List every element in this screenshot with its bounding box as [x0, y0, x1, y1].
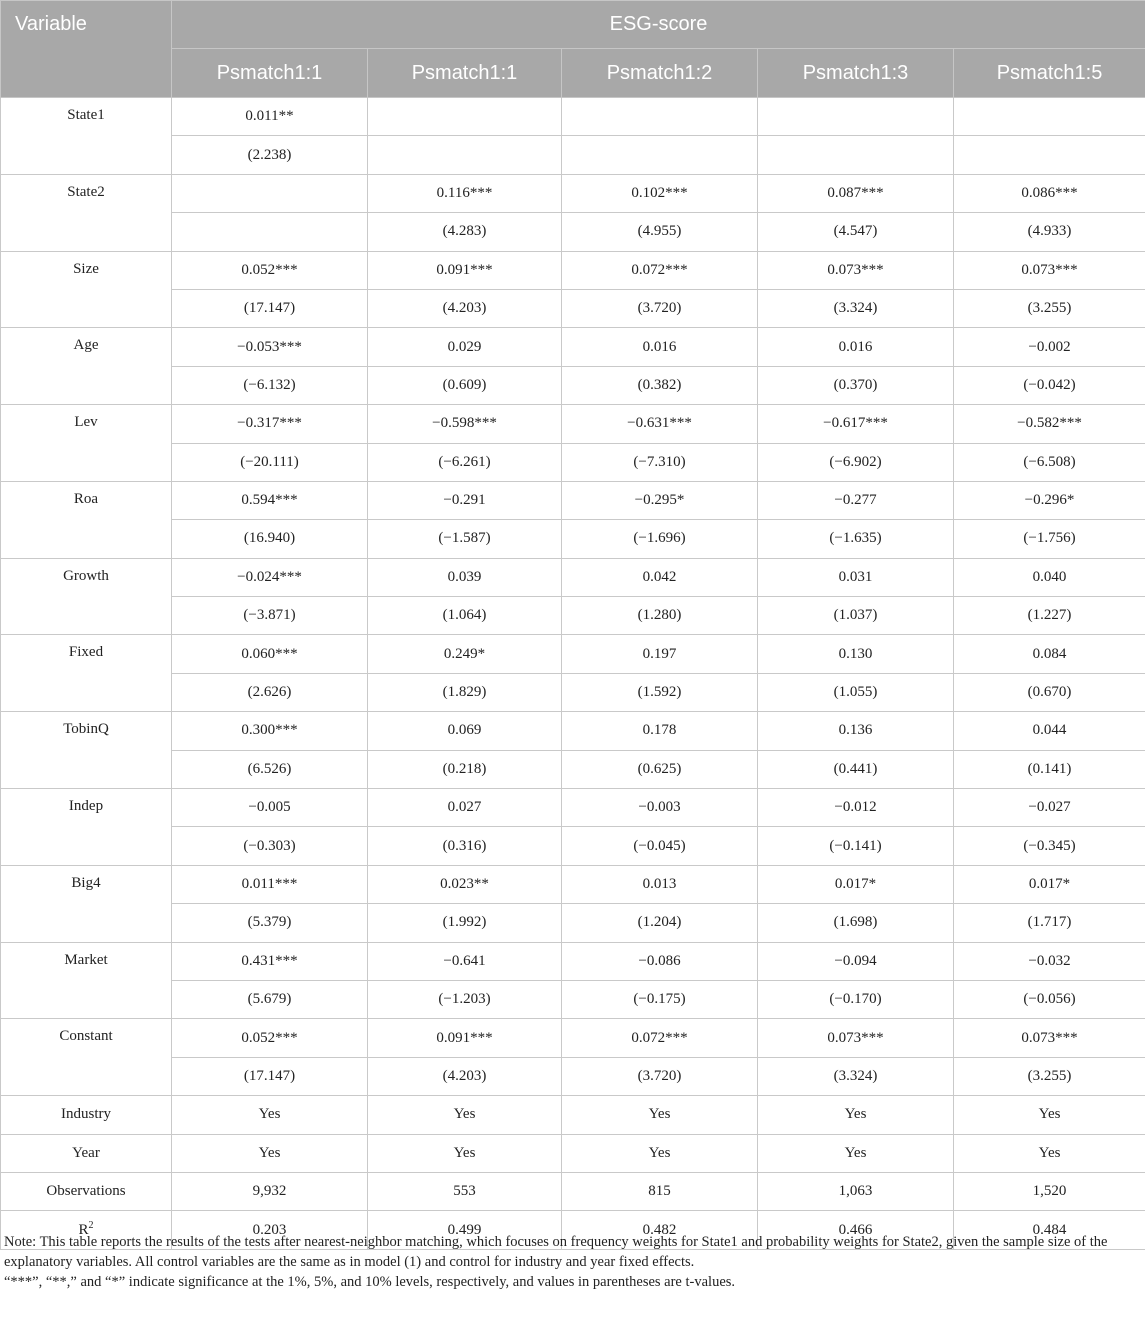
- t-value-cell: (17.147): [172, 289, 368, 327]
- t-value-cell: (−0.170): [758, 980, 954, 1018]
- row-label: Fixed: [1, 635, 172, 712]
- column-header: Psmatch1:3: [758, 49, 954, 98]
- coef-cell: 0.044: [954, 712, 1145, 750]
- table-row: [1, 481, 1145, 519]
- row-label: Size: [1, 251, 172, 328]
- table-row: [1, 174, 1145, 212]
- coef-cell: −0.032: [954, 942, 1145, 980]
- t-value-cell: (1.992): [368, 904, 562, 942]
- t-value-cell: (−6.132): [172, 366, 368, 404]
- value-cell: Yes: [758, 1134, 954, 1172]
- esg-score-header: ESG-score: [172, 1, 1145, 49]
- value-cell: Yes: [368, 1134, 562, 1172]
- t-value-cell: (−1.203): [368, 980, 562, 1018]
- coef-cell: 0.011***: [172, 865, 368, 903]
- t-value-cell: (−1.635): [758, 520, 954, 558]
- table-row: [1, 597, 1145, 635]
- t-value-cell: (−0.175): [562, 980, 758, 1018]
- t-value-cell: (−1.696): [562, 520, 758, 558]
- t-value-cell: (4.283): [368, 213, 562, 251]
- t-value-cell: (4.203): [368, 1057, 562, 1095]
- t-value-cell: (3.720): [562, 289, 758, 327]
- t-value-cell: (4.955): [562, 213, 758, 251]
- t-value-cell: (2.626): [172, 673, 368, 711]
- table-row: [1, 328, 1145, 366]
- value-cell: 553: [368, 1172, 562, 1210]
- coef-cell: −0.005: [172, 789, 368, 827]
- table-row: [1, 213, 1145, 251]
- t-value-cell: (1.717): [954, 904, 1145, 942]
- coef-cell: [954, 98, 1145, 136]
- t-value-cell: (−0.056): [954, 980, 1145, 1018]
- table-row: [1, 673, 1145, 711]
- table-row: [1, 789, 1145, 827]
- t-value-cell: (1.698): [758, 904, 954, 942]
- t-value-cell: (0.609): [368, 366, 562, 404]
- t-value-cell: (1.829): [368, 673, 562, 711]
- table-row: [1, 865, 1145, 903]
- coef-cell: −0.002: [954, 328, 1145, 366]
- row-label-text: Industry: [61, 1106, 111, 1123]
- coef-cell: 0.087***: [758, 174, 954, 212]
- coef-cell: [758, 98, 954, 136]
- t-value-cell: (1.055): [758, 673, 954, 711]
- row-label: [1, 1096, 172, 1134]
- t-value-cell: (0.316): [368, 827, 562, 865]
- coef-cell: −0.094: [758, 942, 954, 980]
- table-row: [1, 904, 1145, 942]
- coef-cell: 0.031: [758, 558, 954, 596]
- coef-cell: 0.016: [758, 328, 954, 366]
- coef-cell: −0.317***: [172, 405, 368, 443]
- coef-cell: 0.130: [758, 635, 954, 673]
- row-label: Roa: [1, 481, 172, 558]
- value-cell: Yes: [172, 1134, 368, 1172]
- coef-cell: [562, 98, 758, 136]
- t-value-cell: (4.547): [758, 213, 954, 251]
- coef-cell: −0.277: [758, 481, 954, 519]
- value-cell: Yes: [758, 1096, 954, 1134]
- column-header: Psmatch1:1: [172, 49, 368, 98]
- table-row: [1, 980, 1145, 1018]
- table-row: [1, 251, 1145, 289]
- table-row: [1, 98, 1145, 136]
- coef-cell: −0.291: [368, 481, 562, 519]
- coef-cell: 0.052***: [172, 251, 368, 289]
- t-value-cell: (17.147): [172, 1057, 368, 1095]
- table-row: [1, 1019, 1145, 1057]
- t-value-cell: (−1.587): [368, 520, 562, 558]
- coef-cell: −0.003: [562, 789, 758, 827]
- t-value-cell: (3.324): [758, 289, 954, 327]
- coef-cell: −0.295*: [562, 481, 758, 519]
- row-label: Age: [1, 328, 172, 405]
- row-label: TobinQ: [1, 712, 172, 789]
- coef-cell: 0.052***: [172, 1019, 368, 1057]
- table-row: [1, 136, 1145, 174]
- t-value-cell: [172, 213, 368, 251]
- value-cell: Yes: [172, 1096, 368, 1134]
- row-label: [1, 1134, 172, 1172]
- coef-cell: −0.053***: [172, 328, 368, 366]
- row-label-text: Observations: [46, 1183, 126, 1200]
- t-value-cell: (4.933): [954, 213, 1145, 251]
- coef-cell: 0.023**: [368, 865, 562, 903]
- table-row: [1, 289, 1145, 327]
- value-cell: 1,520: [954, 1172, 1145, 1210]
- coef-cell: 0.084: [954, 635, 1145, 673]
- coef-cell: 0.027: [368, 789, 562, 827]
- t-value-cell: [562, 136, 758, 174]
- coef-cell: 0.073***: [758, 251, 954, 289]
- coef-cell: 0.091***: [368, 1019, 562, 1057]
- coef-cell: 0.102***: [562, 174, 758, 212]
- t-value-cell: (1.064): [368, 597, 562, 635]
- value-cell: 815: [562, 1172, 758, 1210]
- t-value-cell: (−6.902): [758, 443, 954, 481]
- row-label: State2: [1, 174, 172, 251]
- value-cell: Yes: [562, 1096, 758, 1134]
- coef-cell: −0.617***: [758, 405, 954, 443]
- coef-cell: 0.016: [562, 328, 758, 366]
- coef-cell: −0.641: [368, 942, 562, 980]
- t-value-cell: (1.204): [562, 904, 758, 942]
- value-cell: Yes: [954, 1134, 1145, 1172]
- coef-cell: 0.431***: [172, 942, 368, 980]
- value-cell: 0.203: [172, 1211, 368, 1249]
- coef-cell: 0.013: [562, 865, 758, 903]
- t-value-cell: (3.255): [954, 1057, 1145, 1095]
- row-label-text: Year: [72, 1144, 100, 1161]
- t-value-cell: (−0.045): [562, 827, 758, 865]
- table-row: [1, 827, 1145, 865]
- coef-cell: −0.631***: [562, 405, 758, 443]
- table-header: [1, 1, 1145, 98]
- t-value-cell: (0.441): [758, 750, 954, 788]
- value-cell: 1,063: [758, 1172, 954, 1210]
- t-value-cell: [368, 136, 562, 174]
- row-label: [1, 1172, 172, 1210]
- t-value-cell: (5.679): [172, 980, 368, 1018]
- note-text: Note: This table reports the results of the tests after nearest-neighbor matching, which focuses on frequency weights for State1 and probability weights for State2, given the sample size of the explanatory variables. All control variables are the same as in model (1) and control for industry and year fixed effects.: [4, 1234, 1108, 1270]
- table-row: [1, 712, 1145, 750]
- t-value-cell: (−0.141): [758, 827, 954, 865]
- coef-cell: −0.582***: [954, 405, 1145, 443]
- t-value-cell: (−1.756): [954, 520, 1145, 558]
- table-row: [1, 750, 1145, 788]
- t-value-cell: (3.324): [758, 1057, 954, 1095]
- column-header: Psmatch1:1: [368, 49, 562, 98]
- t-value-cell: (−0.303): [172, 827, 368, 865]
- coef-cell: 0.017*: [758, 865, 954, 903]
- value-cell: 0.484: [954, 1211, 1145, 1249]
- row-label: Lev: [1, 405, 172, 482]
- value-cell: 0.482: [562, 1211, 758, 1249]
- t-value-cell: (1.280): [562, 597, 758, 635]
- value-cell: Yes: [562, 1134, 758, 1172]
- t-value-cell: (−20.111): [172, 443, 368, 481]
- table-row: [1, 520, 1145, 558]
- coef-cell: −0.012: [758, 789, 954, 827]
- row-label: Big4: [1, 865, 172, 942]
- table-row: [1, 1096, 1145, 1134]
- value-cell: 0.499: [368, 1211, 562, 1249]
- t-value-cell: [758, 136, 954, 174]
- t-value-cell: (1.037): [758, 597, 954, 635]
- t-value-cell: (4.203): [368, 289, 562, 327]
- t-value-cell: (16.940): [172, 520, 368, 558]
- coef-cell: [172, 174, 368, 212]
- coef-cell: −0.086: [562, 942, 758, 980]
- table-row: [1, 405, 1145, 443]
- significance-note: “***”, “**,” and “*” indicate significance at the 1%, 5%, and 10% levels, respectively, and values in parentheses are t-values.: [4, 1274, 736, 1290]
- value-cell: 9,932: [172, 1172, 368, 1210]
- table-row: [1, 635, 1145, 673]
- superscript: 2: [88, 1219, 94, 1231]
- variable-header: Variable: [1, 1, 172, 98]
- t-value-cell: (1.592): [562, 673, 758, 711]
- t-value-cell: (−0.042): [954, 366, 1145, 404]
- coef-cell: 0.060***: [172, 635, 368, 673]
- coef-cell: −0.024***: [172, 558, 368, 596]
- t-value-cell: [954, 136, 1145, 174]
- coef-cell: 0.197: [562, 635, 758, 673]
- t-value-cell: (−6.261): [368, 443, 562, 481]
- row-label: State1: [1, 98, 172, 175]
- coef-cell: 0.178: [562, 712, 758, 750]
- coef-cell: 0.091***: [368, 251, 562, 289]
- table-notes: [4, 1232, 1140, 1292]
- table-row: [1, 1057, 1145, 1095]
- t-value-cell: (1.227): [954, 597, 1145, 635]
- coef-cell: 0.300***: [172, 712, 368, 750]
- coef-cell: 0.029: [368, 328, 562, 366]
- t-value-cell: (−6.508): [954, 443, 1145, 481]
- coef-cell: 0.073***: [954, 1019, 1145, 1057]
- coef-cell: 0.040: [954, 558, 1145, 596]
- value-cell: Yes: [954, 1096, 1145, 1134]
- t-value-cell: (0.218): [368, 750, 562, 788]
- t-value-cell: (−3.871): [172, 597, 368, 635]
- row-label: Indep: [1, 789, 172, 866]
- coef-cell: 0.072***: [562, 1019, 758, 1057]
- column-header: Psmatch1:2: [562, 49, 758, 98]
- table-row: [1, 443, 1145, 481]
- coef-cell: −0.598***: [368, 405, 562, 443]
- coef-cell: 0.086***: [954, 174, 1145, 212]
- coef-cell: 0.136: [758, 712, 954, 750]
- coef-cell: 0.039: [368, 558, 562, 596]
- t-value-cell: (0.382): [562, 366, 758, 404]
- t-value-cell: (−7.310): [562, 443, 758, 481]
- t-value-cell: (−0.345): [954, 827, 1145, 865]
- table-row: [1, 942, 1145, 980]
- t-value-cell: (3.720): [562, 1057, 758, 1095]
- t-value-cell: (0.141): [954, 750, 1145, 788]
- t-value-cell: (0.625): [562, 750, 758, 788]
- t-value-cell: (0.670): [954, 673, 1145, 711]
- t-value-cell: (3.255): [954, 289, 1145, 327]
- table-body: [1, 98, 1145, 1250]
- row-label: Constant: [1, 1019, 172, 1096]
- table-row: [1, 366, 1145, 404]
- coef-cell: 0.011**: [172, 98, 368, 136]
- coef-cell: 0.017*: [954, 865, 1145, 903]
- coef-cell: −0.296*: [954, 481, 1145, 519]
- coef-cell: 0.073***: [758, 1019, 954, 1057]
- value-cell: 0.466: [758, 1211, 954, 1249]
- coef-cell: −0.027: [954, 789, 1145, 827]
- table-row: [1, 558, 1145, 596]
- column-header: Psmatch1:5: [954, 49, 1145, 98]
- row-label-text: R: [78, 1221, 89, 1238]
- coef-cell: 0.069: [368, 712, 562, 750]
- table-row: [1, 1134, 1145, 1172]
- coef-cell: 0.249*: [368, 635, 562, 673]
- coef-cell: 0.073***: [954, 251, 1145, 289]
- t-value-cell: (5.379): [172, 904, 368, 942]
- row-label: Market: [1, 942, 172, 1019]
- value-cell: Yes: [368, 1096, 562, 1134]
- coef-cell: 0.116***: [368, 174, 562, 212]
- coef-cell: 0.072***: [562, 251, 758, 289]
- table-row: [1, 1172, 1145, 1210]
- coef-cell: 0.594***: [172, 481, 368, 519]
- coef-cell: [368, 98, 562, 136]
- t-value-cell: (6.526): [172, 750, 368, 788]
- t-value-cell: (2.238): [172, 136, 368, 174]
- row-label: Growth: [1, 558, 172, 635]
- coef-cell: 0.042: [562, 558, 758, 596]
- t-value-cell: (0.370): [758, 366, 954, 404]
